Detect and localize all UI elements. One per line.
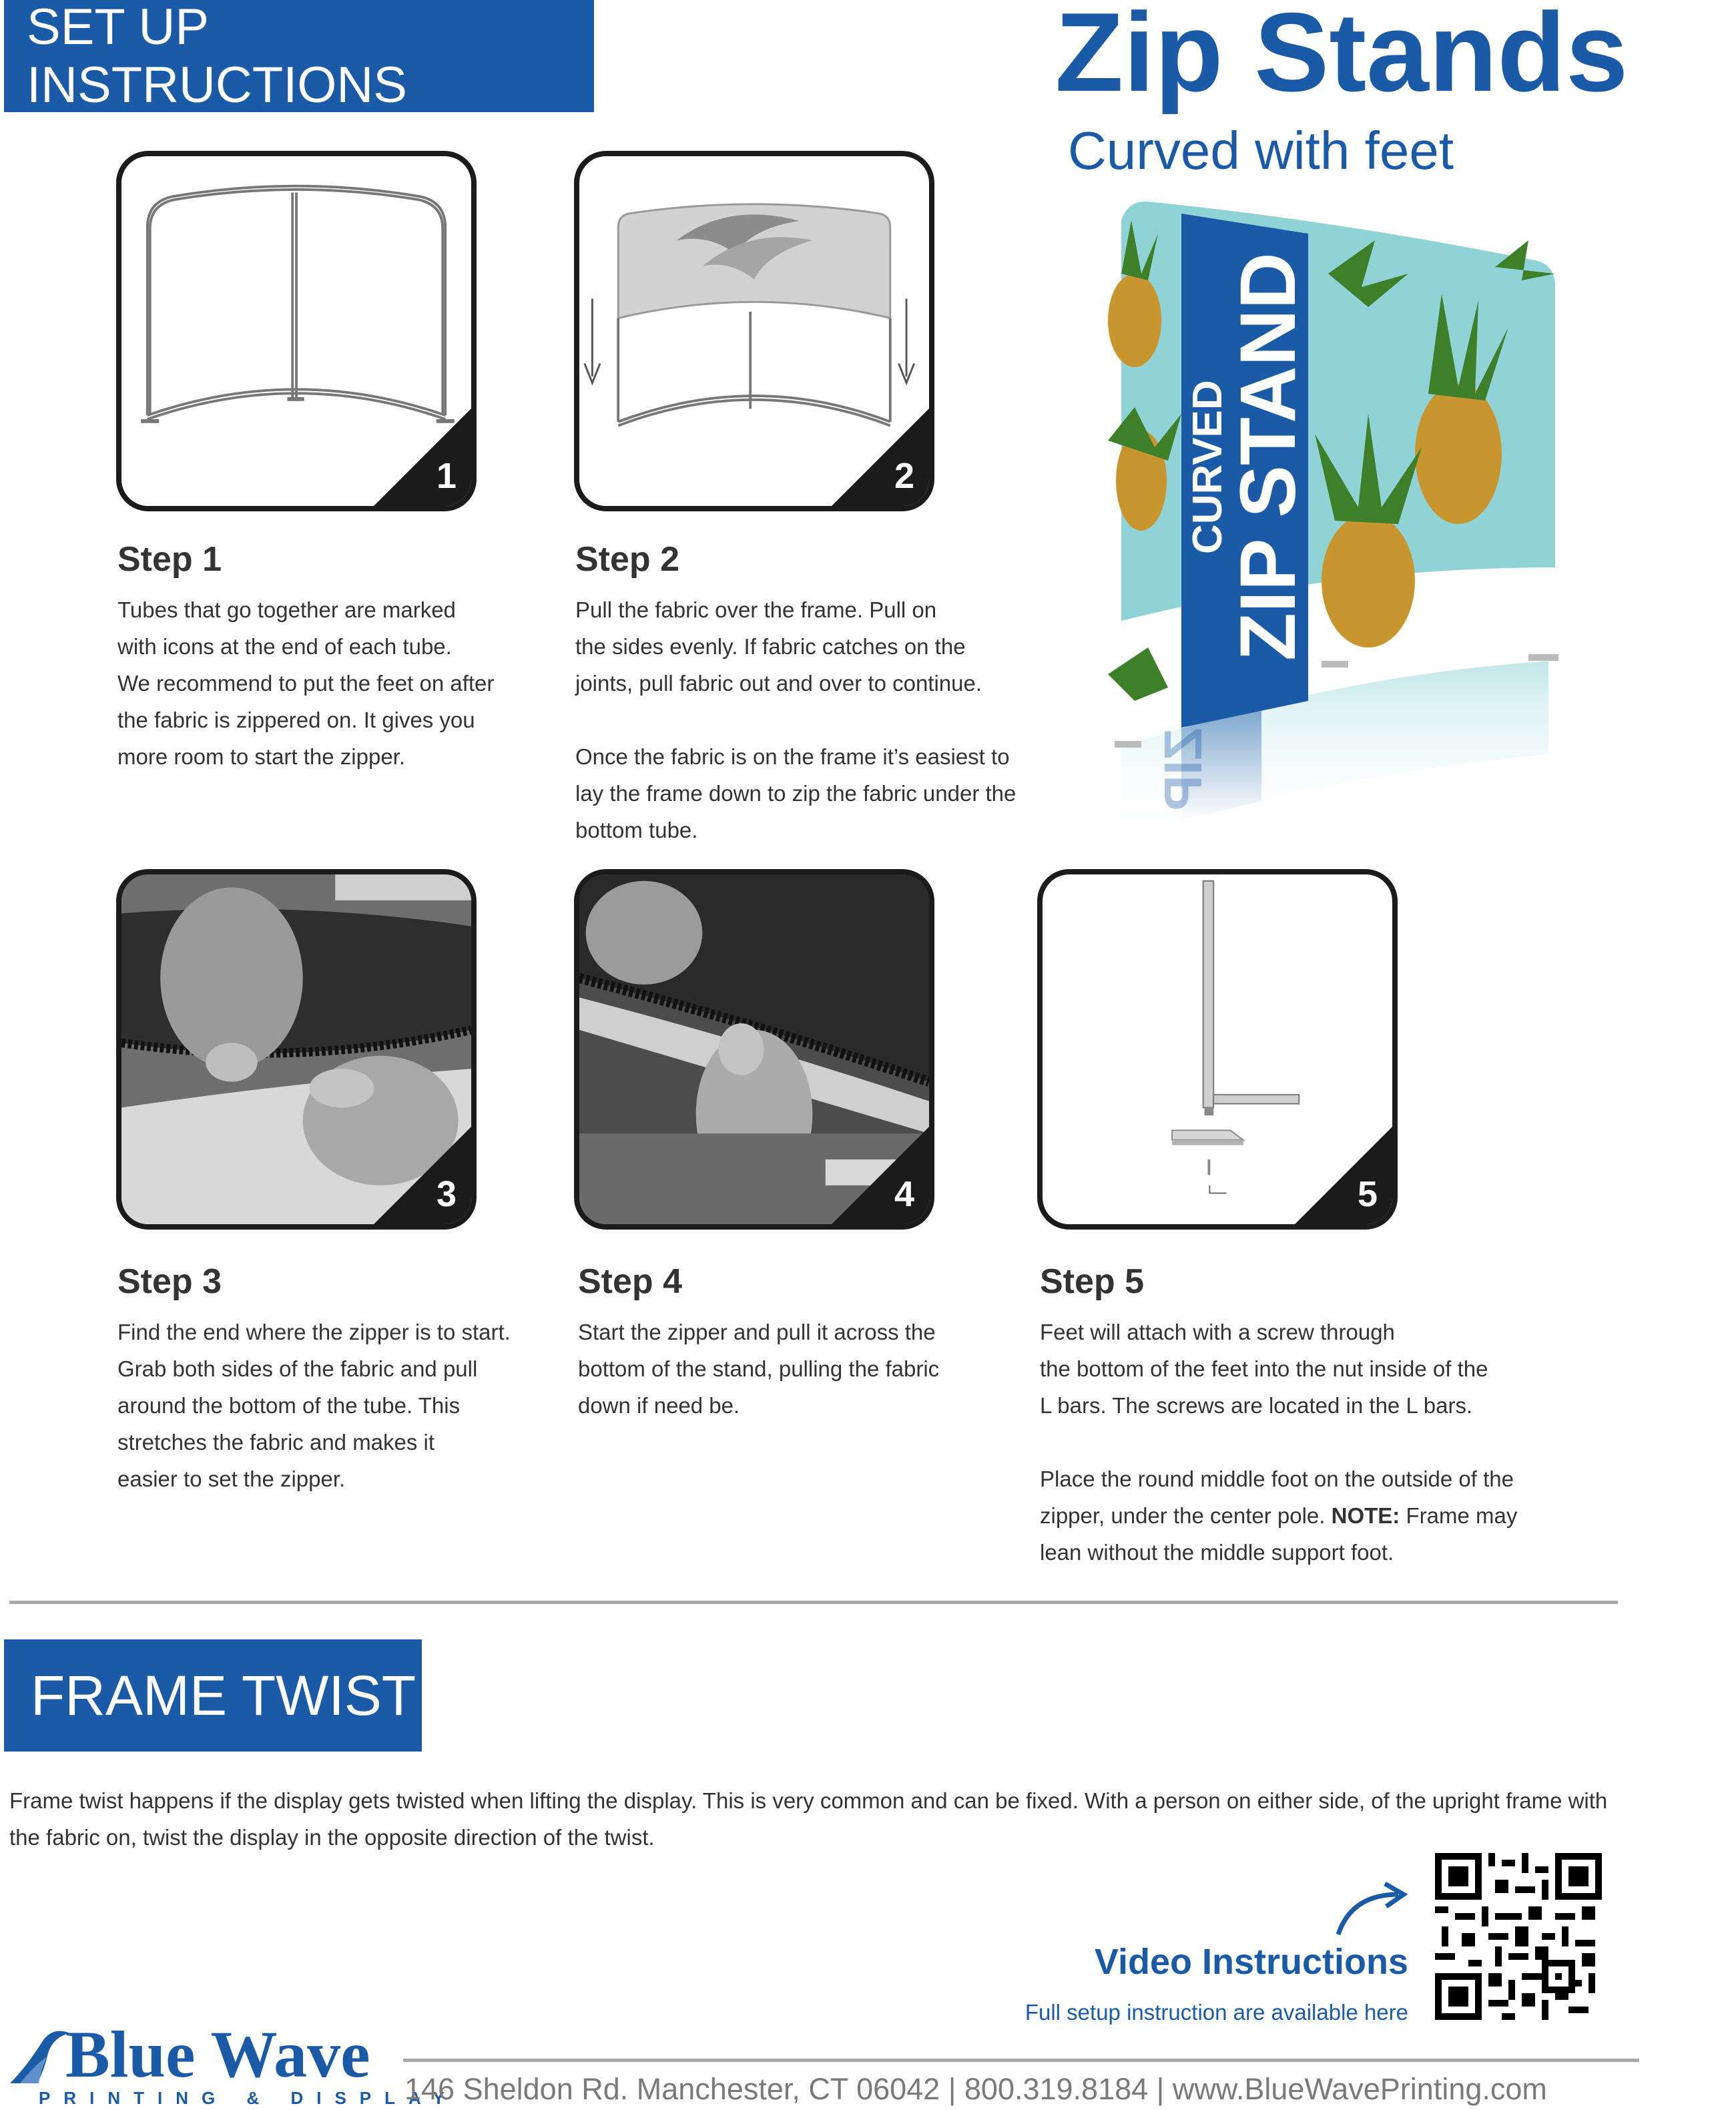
step-2-text: Pull the fabric over the frame. Pull on the sides evenly. If fabric catches on the joints, pull fabric out and over to continue. Once the fabric is on the frame it’s easiest to lay the frame down to zip the fabric under the bottom tube. [575,597,1017,842]
step-5-title: Step 5 [1040,1262,1145,1301]
footer-divider [403,2059,1639,2062]
zipper-start-photo [121,874,471,1224]
page-title: Zip Stands [1055,0,1629,115]
l-bar-foot-illustration [1043,874,1392,1224]
blue-wave-logo [7,2017,458,2110]
section-divider [9,1601,1618,1604]
banner-reflection-text: ZIP [1153,728,1213,811]
step-4-title: Step 4 [578,1262,683,1301]
step-4-text: Start the zipper and pull it across the bottom of the stand, pulling the fabric down if need be. [578,1320,940,1418]
video-instructions-subtitle: Full setup instruction are available here [1025,2000,1408,2025]
banner-large-text: ZIP STAND [1224,252,1312,661]
frame-twist-banner [4,1639,422,1752]
footer-contact: 146 Sheldon Rd. Manchester, CT 06042 | 800.319.8184 | www.BlueWavePrinting.com [404,2072,1547,2106]
step-3-title: Step 3 [117,1262,222,1301]
step-3-image [116,869,477,1230]
step-1-image [116,151,477,511]
setup-instructions-banner [4,0,594,112]
step-2-title: Step 2 [575,540,680,579]
qr-code[interactable] [1435,1853,1602,2020]
video-instructions-title[interactable]: Video Instructions [1094,1942,1408,1982]
step-5-text: Feet will attach with a screw through the bottom of the feet into the nut inside of the L bars. The screws are located in the L bars. Place the round middle foot on the outside of the zipper, under the center pole. NOTE: Frame may lean without the middle support foot. [1040,1320,1518,1565]
step-3-text: Find the end where the zipper is to start. Grab both sides of the fabric and pull around the bottom of the tube. This stretches the fabric and makes it easier to set the zipper. [117,1320,511,1491]
zipper-pull-photo [579,874,929,1224]
step-3-number: 3 [436,1174,457,1214]
step-4-image [574,869,934,1230]
curved-zip-stand-image [1095,194,1602,834]
step-5-image [1037,869,1398,1230]
setup-instructions-label: SET UP INSTRUCTIONS [27,0,407,113]
step-1-title: Step 1 [117,540,222,579]
step-2-number: 2 [894,456,914,496]
logo-name: Blue Wave [65,2017,370,2091]
step-1-number: 1 [436,456,457,496]
logo-subtitle: PRINTING & DISPLAY [39,2088,458,2108]
curved-arrow-icon [1332,1881,1412,1941]
banner-small-text: CURVED [1185,380,1231,554]
frame-twist-label: FRAME TWIST [31,1663,416,1727]
frame-twist-text: Frame twist happens if the display gets twisted when lifting the display. This is very common and can be fixed. With a person on either side, of the upright frame with the fabric on, twist the display in the opposite direction of the twist. [9,1788,1608,1850]
step-2-image [574,151,934,511]
step-4-number: 4 [894,1174,914,1214]
step-1-text: Tubes that go together are marked with icons at the end of each tube. We recommend to put the feet on after the fabric is zippered on. It gives you more room to start the zipper. [117,597,495,769]
wave-logo-icon [7,2027,73,2087]
page-subtitle: Curved with feet [1068,121,1454,180]
step-5-number: 5 [1357,1174,1378,1214]
frame-assembly-illustration [121,156,471,506]
fabric-pull-illustration [579,156,929,506]
